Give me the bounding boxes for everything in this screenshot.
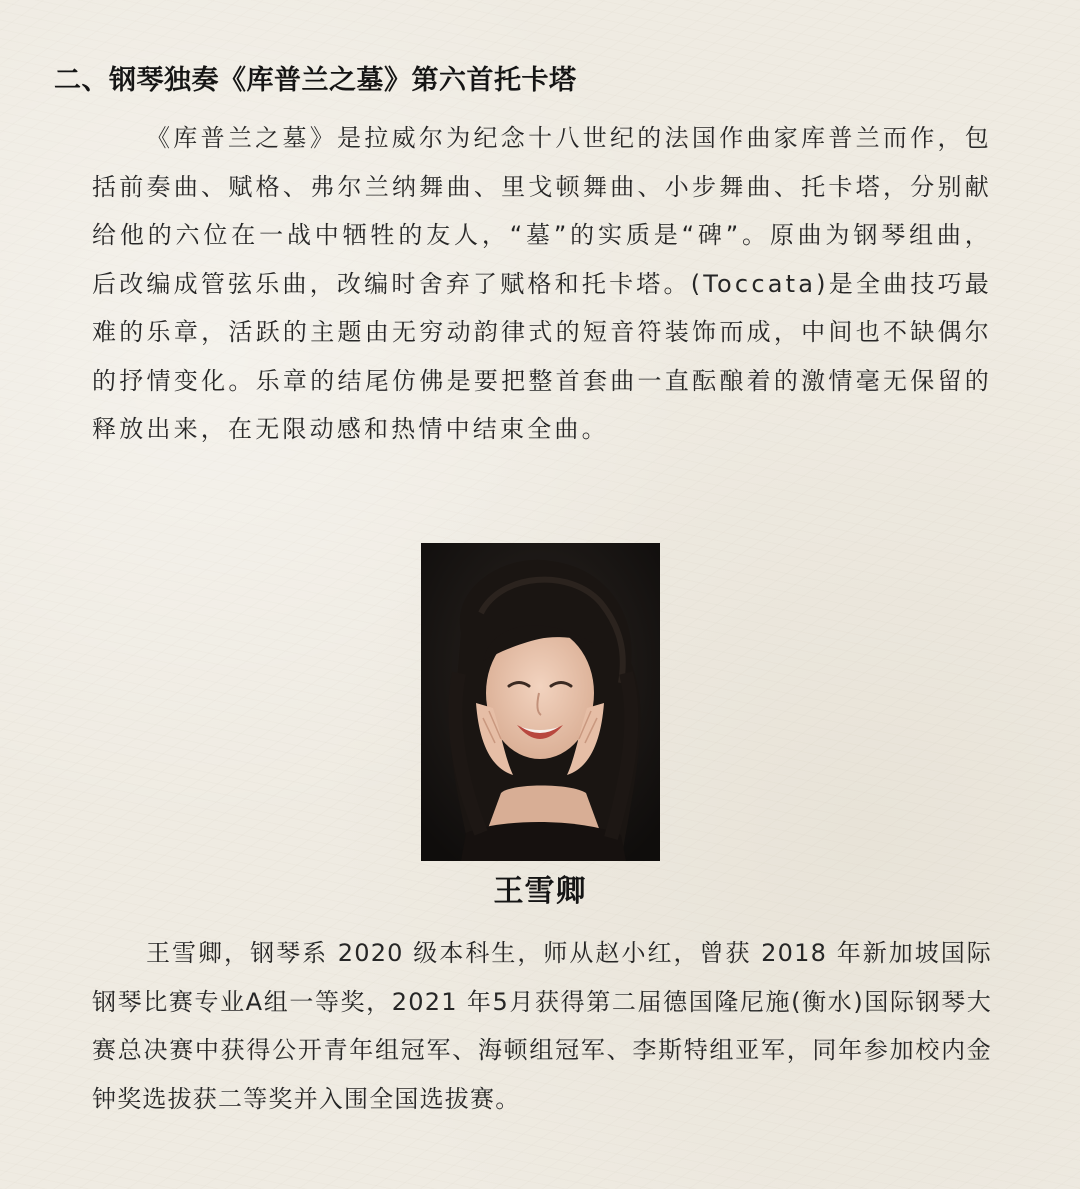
performer-name: 王雪卿 [493,874,587,909]
performer-bio: 王雪卿，钢琴系 2020 级本科生，师从赵小红，曾获 2018 年新加坡国际钢琴比赛专业A组一等奖，2021 年5月获得第二届德国隆尼施(衡水)国际钢琴大赛总决赛中获得公开青年组冠军、海顿组冠军、李斯特组亚军，同年参加校内金钟奖选拔获二等奖并入围全国选拔赛。 [92,939,992,1113]
performer-photo [421,543,660,861]
section-heading: 二、钢琴独奏《库普兰之墓》第六首托卡塔 [54,65,577,96]
piece-description: 《库普兰之墓》是拉威尔为纪念十八世纪的法国作曲家库普兰而作，包括前奏曲、赋格、弗尔兰纳舞曲、里戈顿舞曲、小步舞曲、托卡塔，分别献给他的六位在一战中牺牲的友人，“墓”的实质是“碑”。原曲为钢琴组曲，后改编成管弦乐曲，改编时舍弃了赋格和托卡塔。(Toccata)是全曲技巧最难的乐章，活跃的主题由无穷动韵律式的短音符装饰而成，中间也不缺偶尔的抒情变化。乐章的结尾仿佛是要把整首套曲一直酝酿着的激情毫无保留的释放出来，在无限动感和热情中结束全曲。 [92,124,992,443]
